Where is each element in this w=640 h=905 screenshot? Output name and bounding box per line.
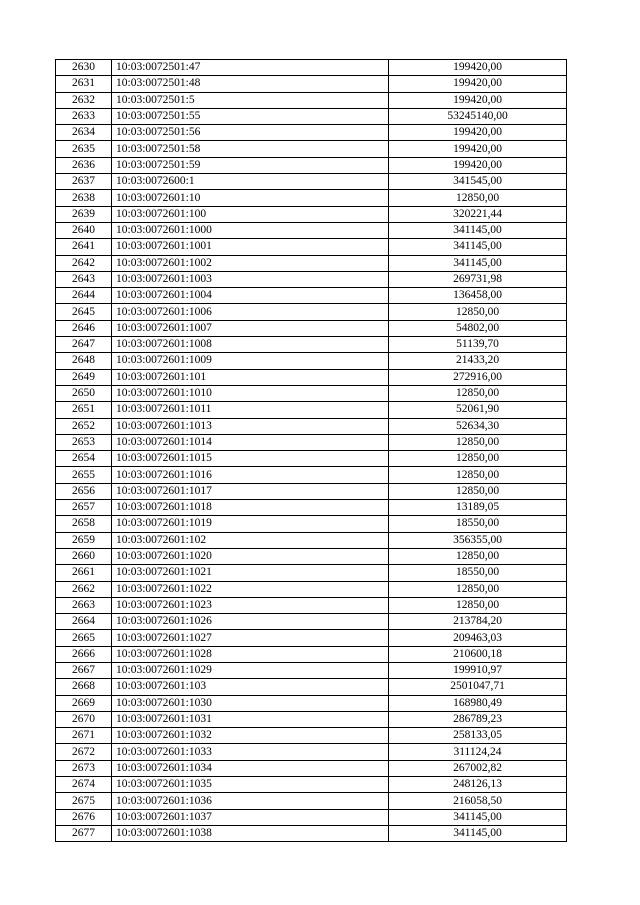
amount-cell: 53245140,00 (389, 108, 567, 124)
row-number-cell: 2665 (56, 630, 112, 646)
amount-cell: 216058,50 (389, 793, 567, 809)
table-row (56, 92, 567, 108)
cadastral-number-cell: 10:03:0072601:1007 (112, 320, 389, 336)
cadastral-number-cell: 10:03:0072501:58 (112, 141, 389, 157)
row-number-cell: 2647 (56, 337, 112, 353)
cadastral-number-cell: 10:03:0072601:1021 (112, 565, 389, 581)
table-row (56, 418, 567, 434)
row-number-cell: 2634 (56, 125, 112, 141)
table-row (56, 222, 567, 238)
table-row (56, 125, 567, 141)
table-row (56, 695, 567, 711)
amount-cell: 341145,00 (389, 809, 567, 825)
cadastral-number-cell: 10:03:0072601:1014 (112, 434, 389, 450)
table-row (56, 190, 567, 206)
amount-cell: 341145,00 (389, 239, 567, 255)
table-row (56, 157, 567, 173)
table-row (56, 711, 567, 727)
row-number-cell: 2631 (56, 76, 112, 92)
cadastral-number-cell: 10:03:0072601:1022 (112, 581, 389, 597)
table-row (56, 467, 567, 483)
table-row (56, 60, 567, 76)
row-number-cell: 2642 (56, 255, 112, 271)
amount-cell: 12850,00 (389, 434, 567, 450)
row-number-cell: 2659 (56, 532, 112, 548)
table-row (56, 337, 567, 353)
amount-cell: 51139,70 (389, 337, 567, 353)
cadastral-number-cell: 10:03:0072601:1020 (112, 548, 389, 564)
cadastral-number-cell: 10:03:0072601:1019 (112, 516, 389, 532)
table-row (56, 532, 567, 548)
amount-cell: 13189,05 (389, 500, 567, 516)
table-row (56, 108, 567, 124)
row-number-cell: 2662 (56, 581, 112, 597)
cadastral-number-cell: 10:03:0072601:1032 (112, 728, 389, 744)
amount-cell: 199420,00 (389, 76, 567, 92)
cadastral-number-cell: 10:03:0072601:1037 (112, 809, 389, 825)
cadastral-number-cell: 10:03:0072601:1000 (112, 222, 389, 238)
row-number-cell: 2655 (56, 467, 112, 483)
amount-cell: 199910,97 (389, 662, 567, 678)
cadastral-number-cell: 10:03:0072601:1017 (112, 483, 389, 499)
cadastral-number-cell: 10:03:0072601:1035 (112, 777, 389, 793)
amount-cell: 341145,00 (389, 825, 567, 841)
row-number-cell: 2661 (56, 565, 112, 581)
row-number-cell: 2664 (56, 614, 112, 630)
table-row (56, 76, 567, 92)
cadastral-number-cell: 10:03:0072601:1026 (112, 614, 389, 630)
row-number-cell: 2654 (56, 451, 112, 467)
table-row (56, 451, 567, 467)
cadastral-number-cell: 10:03:0072501:5 (112, 92, 389, 108)
row-number-cell: 2653 (56, 434, 112, 450)
cadastral-number-cell: 10:03:0072601:1001 (112, 239, 389, 255)
table-row (56, 304, 567, 320)
amount-cell: 12850,00 (389, 597, 567, 613)
amount-cell: 286789,23 (389, 711, 567, 727)
cadastral-number-cell: 10:03:0072601:1015 (112, 451, 389, 467)
table-row (56, 288, 567, 304)
cadastral-number-cell: 10:03:0072601:102 (112, 532, 389, 548)
row-number-cell: 2639 (56, 206, 112, 222)
amount-cell: 136458,00 (389, 288, 567, 304)
cadastral-number-cell: 10:03:0072501:48 (112, 76, 389, 92)
amount-cell: 267002,82 (389, 760, 567, 776)
row-number-cell: 2630 (56, 60, 112, 76)
table-row (56, 728, 567, 744)
table-row (56, 369, 567, 385)
amount-cell: 12850,00 (389, 190, 567, 206)
amount-cell: 12850,00 (389, 548, 567, 564)
table-row (56, 597, 567, 613)
amount-cell: 2501047,71 (389, 679, 567, 695)
amount-cell: 199420,00 (389, 141, 567, 157)
amount-cell: 356355,00 (389, 532, 567, 548)
row-number-cell: 2651 (56, 402, 112, 418)
cadastral-number-cell: 10:03:0072601:1031 (112, 711, 389, 727)
cadastral-number-cell: 10:03:0072601:1009 (112, 353, 389, 369)
amount-cell: 12850,00 (389, 483, 567, 499)
row-number-cell: 2644 (56, 288, 112, 304)
cadastral-number-cell: 10:03:0072601:101 (112, 369, 389, 385)
row-number-cell: 2652 (56, 418, 112, 434)
row-number-cell: 2671 (56, 728, 112, 744)
amount-cell: 54802,00 (389, 320, 567, 336)
row-number-cell: 2675 (56, 793, 112, 809)
cadastral-number-cell: 10:03:0072601:1029 (112, 662, 389, 678)
row-number-cell: 2658 (56, 516, 112, 532)
table-row (56, 353, 567, 369)
table-row (56, 385, 567, 401)
cadastral-number-cell: 10:03:0072601:1018 (112, 500, 389, 516)
amount-cell: 320221,44 (389, 206, 567, 222)
cadastral-number-cell: 10:03:0072601:103 (112, 679, 389, 695)
table-row (56, 516, 567, 532)
table-row (56, 646, 567, 662)
cadastral-number-cell: 10:03:0072601:1013 (112, 418, 389, 434)
cadastral-number-cell: 10:03:0072601:1033 (112, 744, 389, 760)
row-number-cell: 2641 (56, 239, 112, 255)
cadastral-number-cell: 10:03:0072501:55 (112, 108, 389, 124)
row-number-cell: 2640 (56, 222, 112, 238)
amount-cell: 199420,00 (389, 125, 567, 141)
table-row (56, 777, 567, 793)
table-row (56, 500, 567, 516)
table-row (56, 141, 567, 157)
cadastral-number-cell: 10:03:0072601:1023 (112, 597, 389, 613)
row-number-cell: 2670 (56, 711, 112, 727)
table-row (56, 614, 567, 630)
cadastral-value-table (55, 59, 567, 842)
amount-cell: 258133,05 (389, 728, 567, 744)
cadastral-number-cell: 10:03:0072600:1 (112, 174, 389, 190)
table-row (56, 825, 567, 841)
row-number-cell: 2673 (56, 760, 112, 776)
table-row (56, 434, 567, 450)
table-body (56, 60, 567, 842)
amount-cell: 12850,00 (389, 581, 567, 597)
amount-cell: 199420,00 (389, 92, 567, 108)
cadastral-number-cell: 10:03:0072601:1010 (112, 385, 389, 401)
row-number-cell: 2646 (56, 320, 112, 336)
table-row (56, 239, 567, 255)
amount-cell: 52061,90 (389, 402, 567, 418)
cadastral-number-cell: 10:03:0072601:1011 (112, 402, 389, 418)
row-number-cell: 2632 (56, 92, 112, 108)
amount-cell: 52634,30 (389, 418, 567, 434)
cadastral-number-cell: 10:03:0072601:1038 (112, 825, 389, 841)
table-row (56, 548, 567, 564)
cadastral-number-cell: 10:03:0072501:47 (112, 60, 389, 76)
row-number-cell: 2643 (56, 271, 112, 287)
table-row (56, 809, 567, 825)
amount-cell: 12850,00 (389, 385, 567, 401)
table-row (56, 793, 567, 809)
table-row (56, 483, 567, 499)
table-row (56, 320, 567, 336)
row-number-cell: 2637 (56, 174, 112, 190)
amount-cell: 21433,20 (389, 353, 567, 369)
amount-cell: 209463,03 (389, 630, 567, 646)
cadastral-number-cell: 10:03:0072601:1002 (112, 255, 389, 271)
row-number-cell: 2676 (56, 809, 112, 825)
amount-cell: 272916,00 (389, 369, 567, 385)
row-number-cell: 2660 (56, 548, 112, 564)
row-number-cell: 2636 (56, 157, 112, 173)
row-number-cell: 2633 (56, 108, 112, 124)
cadastral-number-cell: 10:03:0072501:56 (112, 125, 389, 141)
row-number-cell: 2638 (56, 190, 112, 206)
amount-cell: 12850,00 (389, 467, 567, 483)
amount-cell: 168980,49 (389, 695, 567, 711)
amount-cell: 12850,00 (389, 304, 567, 320)
amount-cell: 199420,00 (389, 157, 567, 173)
row-number-cell: 2669 (56, 695, 112, 711)
cadastral-number-cell: 10:03:0072601:1016 (112, 467, 389, 483)
row-number-cell: 2650 (56, 385, 112, 401)
amount-cell: 199420,00 (389, 60, 567, 76)
cadastral-number-cell: 10:03:0072601:10 (112, 190, 389, 206)
row-number-cell: 2672 (56, 744, 112, 760)
amount-cell: 269731,98 (389, 271, 567, 287)
cadastral-number-cell: 10:03:0072601:1028 (112, 646, 389, 662)
table-row (56, 402, 567, 418)
amount-cell: 12850,00 (389, 451, 567, 467)
row-number-cell: 2674 (56, 777, 112, 793)
amount-cell: 213784,20 (389, 614, 567, 630)
cadastral-number-cell: 10:03:0072601:1027 (112, 630, 389, 646)
table-row (56, 760, 567, 776)
cadastral-number-cell: 10:03:0072601:1036 (112, 793, 389, 809)
amount-cell: 18550,00 (389, 516, 567, 532)
table-row (56, 206, 567, 222)
table-row (56, 630, 567, 646)
row-number-cell: 2635 (56, 141, 112, 157)
row-number-cell: 2666 (56, 646, 112, 662)
table-row (56, 271, 567, 287)
cadastral-number-cell: 10:03:0072601:1003 (112, 271, 389, 287)
table-row (56, 679, 567, 695)
amount-cell: 311124,24 (389, 744, 567, 760)
cadastral-number-cell: 10:03:0072601:1008 (112, 337, 389, 353)
row-number-cell: 2668 (56, 679, 112, 695)
table-row (56, 581, 567, 597)
amount-cell: 18550,00 (389, 565, 567, 581)
row-number-cell: 2657 (56, 500, 112, 516)
table-row (56, 565, 567, 581)
row-number-cell: 2645 (56, 304, 112, 320)
cadastral-number-cell: 10:03:0072601:1006 (112, 304, 389, 320)
row-number-cell: 2667 (56, 662, 112, 678)
row-number-cell: 2648 (56, 353, 112, 369)
amount-cell: 248126,13 (389, 777, 567, 793)
cadastral-number-cell: 10:03:0072601:100 (112, 206, 389, 222)
amount-cell: 341145,00 (389, 255, 567, 271)
amount-cell: 210600,18 (389, 646, 567, 662)
row-number-cell: 2663 (56, 597, 112, 613)
cadastral-number-cell: 10:03:0072601:1034 (112, 760, 389, 776)
row-number-cell: 2649 (56, 369, 112, 385)
cadastral-number-cell: 10:03:0072601:1030 (112, 695, 389, 711)
table-row (56, 174, 567, 190)
cadastral-number-cell: 10:03:0072601:1004 (112, 288, 389, 304)
amount-cell: 341545,00 (389, 174, 567, 190)
table-row (56, 744, 567, 760)
amount-cell: 341145,00 (389, 222, 567, 238)
table-row (56, 255, 567, 271)
table-row (56, 662, 567, 678)
row-number-cell: 2677 (56, 825, 112, 841)
cadastral-number-cell: 10:03:0072501:59 (112, 157, 389, 173)
row-number-cell: 2656 (56, 483, 112, 499)
